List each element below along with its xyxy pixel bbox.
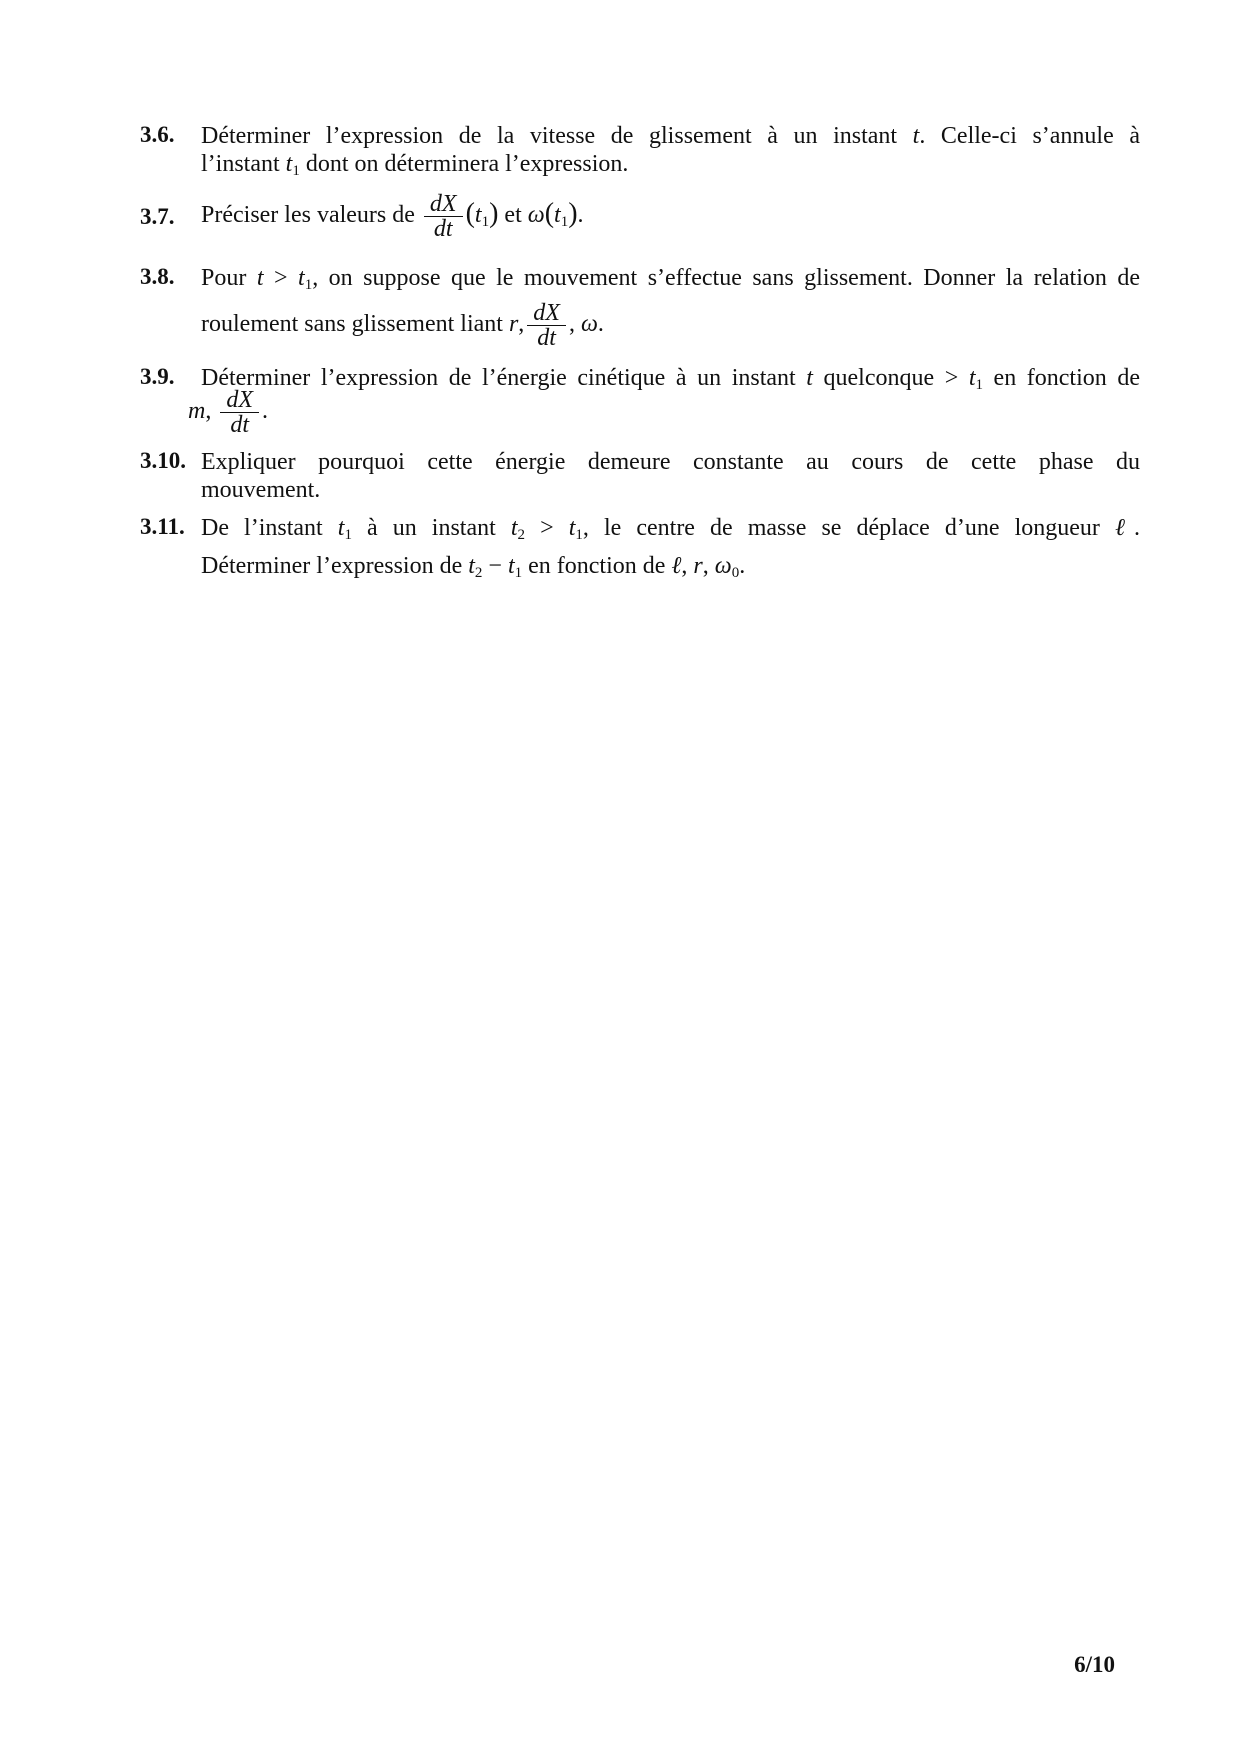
text-line: roulement sans glissement liant r, $\frac{dX}{dt}$ , ω. (201, 300, 604, 351)
page-number: 6/10 (1074, 1652, 1115, 1677)
question-number: 3.10. (140, 448, 186, 473)
question-text (201, 514, 1140, 587)
text-line: Préciser les valeurs de $\frac{dX}{dt}$ $(t_1)$ et $\omega(t_1)$. (201, 191, 584, 242)
fraction-dX-dt: $\frac{dX}{dt}$ (220, 388, 259, 437)
text-line: Déterminer l’expression de la vitesse de glissement à un instant t. Celle-ci s’annule à (201, 123, 1140, 149)
text-line: Pour $t > t_1$, on suppose que le mouvement s’effectue sans glissement. Donner la relation de (201, 265, 1140, 293)
question-text (201, 122, 1140, 185)
fraction-dX-dt: $\frac{dX}{dt}$ (424, 192, 463, 241)
question-number: 3.11. (140, 514, 185, 539)
text-line: Déterminer l’expression de $t_2 - t_1$ en fonction de ℓ, r, $\omega_0$. (201, 553, 746, 581)
question-number: 3.6. (140, 122, 175, 147)
question-text (201, 264, 1140, 350)
text-line: l’instant $t_1$ dont on déterminera l’expression. (201, 151, 629, 179)
question-number: 3.7. (140, 204, 175, 229)
question-number: 3.9. (140, 364, 175, 389)
fraction-dX-dt: $\frac{dX}{dt}$ (527, 301, 566, 350)
text-line: Déterminer l’expression de l’énergie cinétique à un instant t quelconque > $t_1$ en fonction de (201, 365, 1140, 393)
expr-3-9: m, $\frac{dX}{dt}$ . (188, 387, 269, 438)
text-line: Expliquer pourquoi cette énergie demeure constante au cours de cette phase du (201, 449, 1140, 475)
question-text (201, 448, 1140, 504)
question-number: 3.8. (140, 264, 175, 289)
text-line: mouvement. (201, 477, 321, 503)
question-text (201, 192, 1140, 241)
text-line: De l’instant $t_1$ à un instant $t_2 > t_1$, le centre de masse se déplace d’une longueur ℓ. (201, 515, 1141, 543)
question-text (201, 364, 1140, 399)
